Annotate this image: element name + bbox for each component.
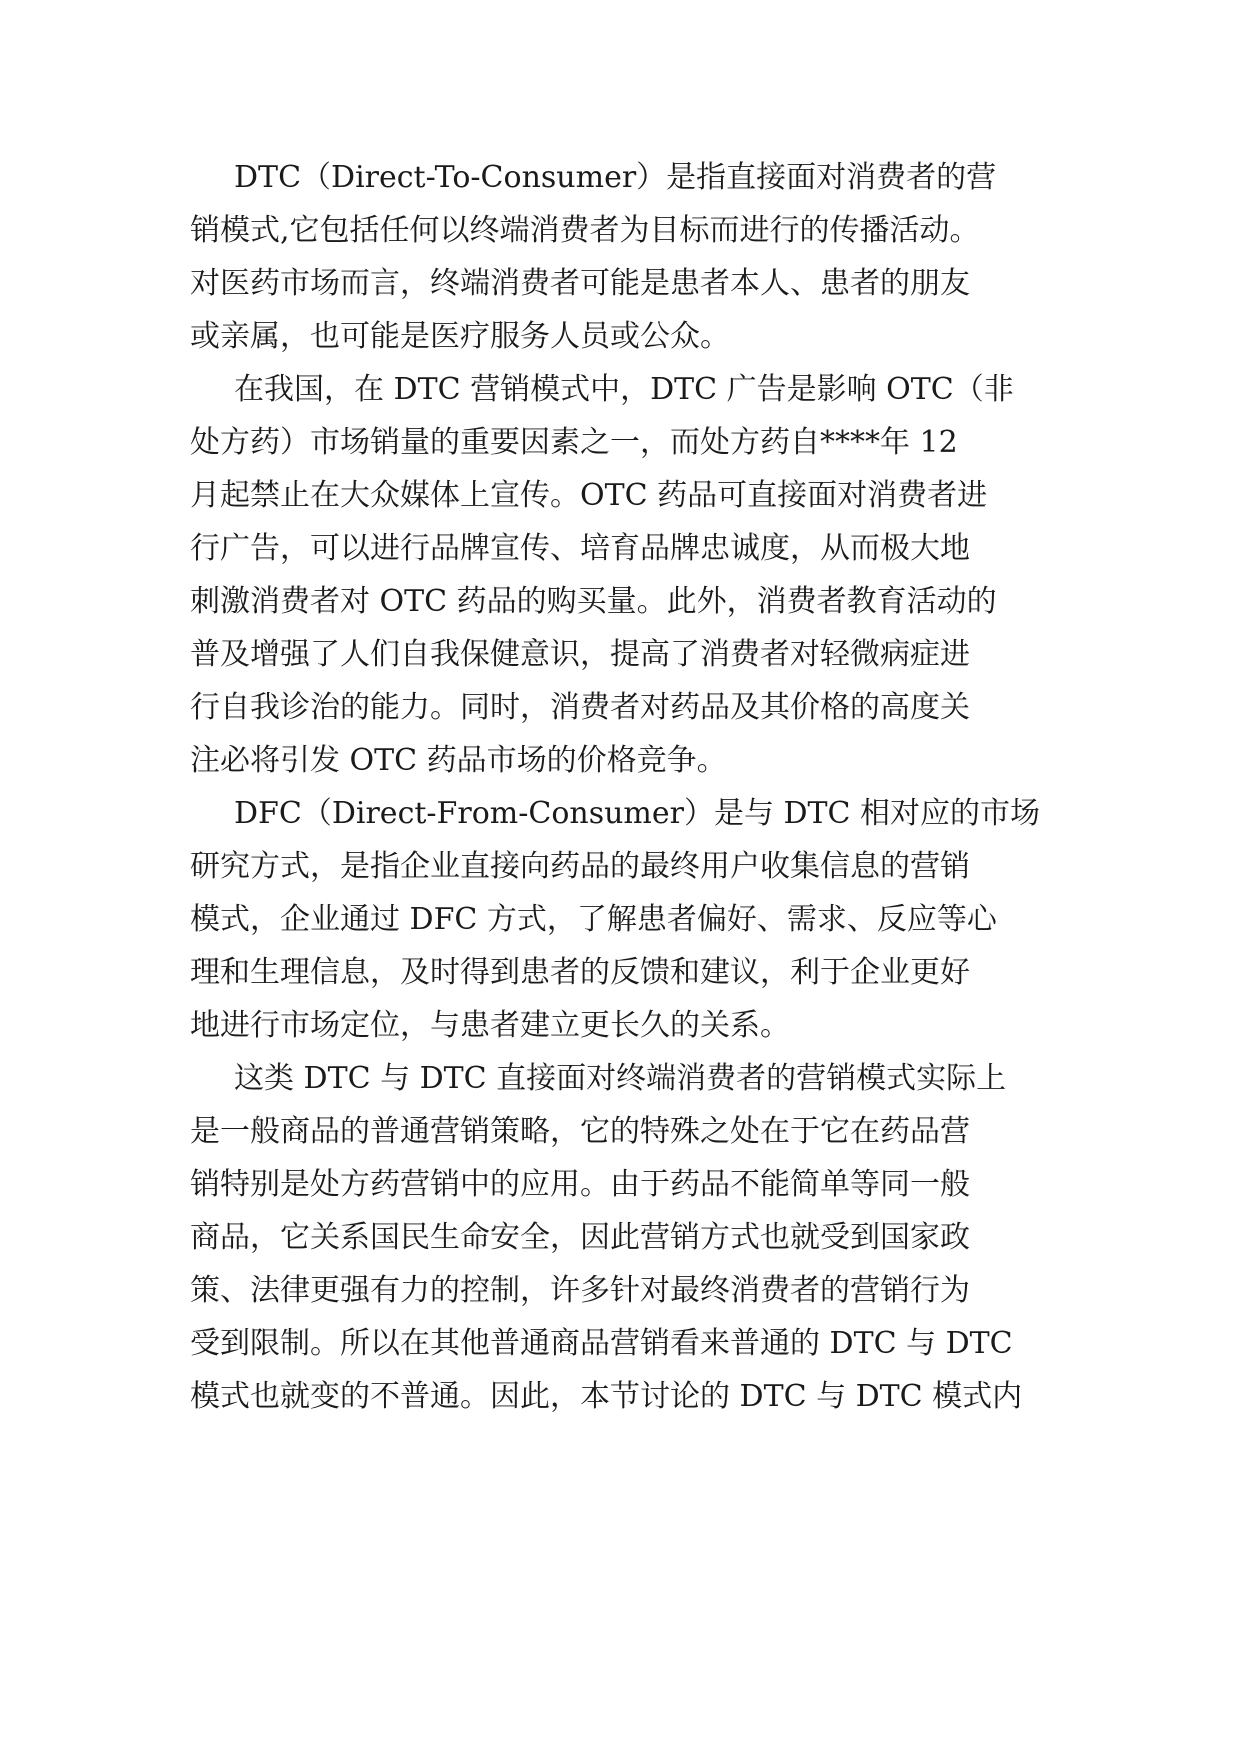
paragraph-2-line-3: 月起禁止在大众媒体上宣传。OTC 药品可直接面对消费者进	[190, 478, 988, 513]
paragraph-4-line-2: 是一般商品的普通营销策略，它的特殊之处在于它在药品营	[190, 1114, 970, 1149]
paragraph-4-line-3: 销特别是处方药营销中的应用。由于药品不能简单等同一般	[190, 1167, 970, 1202]
paragraph-3-line-1: DFC（Direct-From-Consumer）是与 DTC 相对应的市场	[234, 796, 1041, 831]
paragraph-4-line-5: 策、法律更强有力的控制，许多针对最终消费者的营销行为	[190, 1273, 970, 1308]
paragraph-1-line-1: DTC（Direct-To-Consumer）是指直接面对消费者的营	[234, 160, 997, 195]
paragraph-1-line-4: 或亲属，也可能是医疗服务人员或公众。	[190, 319, 730, 354]
paragraph-2-line-2: 处方药）市场销量的重要因素之一，而处方药自****年 12	[190, 425, 958, 460]
paragraph-4-line-7: 模式也就变的不普通。因此，本节讨论的 DTC 与 DTC 模式内	[190, 1379, 1023, 1414]
paragraph-2-line-7: 行自我诊治的能力。同时，消费者对药品及其价格的高度关	[190, 690, 970, 725]
paragraph-4-line-6: 受到限制。所以在其他普通商品营销看来普通的 DTC 与 DTC	[190, 1326, 1013, 1361]
paragraph-2-line-5: 刺激消费者对 OTC 药品的购买量。此外，消费者教育活动的	[190, 584, 997, 619]
paragraph-2-line-6: 普及增强了人们自我保健意识，提高了消费者对轻微病症进	[190, 637, 970, 672]
paragraph-4-line-1: 这类 DTC 与 DTC 直接面对终端消费者的营销模式实际上	[234, 1061, 1007, 1096]
paragraph-2-line-1: 在我国，在 DTC 营销模式中，DTC 广告是影响 OTC（非	[234, 372, 1014, 407]
paragraph-3-line-5: 地进行市场定位，与患者建立更长久的关系。	[190, 1008, 790, 1043]
paragraph-1-line-3: 对医药市场而言，终端消费者可能是患者本人、患者的朋友	[190, 266, 970, 301]
paragraph-3-line-2: 研究方式，是指企业直接向药品的最终用户收集信息的营销	[190, 849, 970, 884]
paragraph-4-line-4: 商品，它关系国民生命安全，因此营销方式也就受到国家政	[190, 1220, 970, 1255]
paragraph-2-line-4: 行广告，可以进行品牌宣传、培育品牌忠诚度，从而极大地	[190, 531, 970, 566]
paragraph-2-line-8: 注必将引发 OTC 药品市场的价格竞争。	[190, 743, 727, 778]
paragraph-1-line-2: 销模式,它包括任何以终端消费者为目标而进行的传播活动。	[190, 213, 980, 248]
paragraph-3-line-3: 模式，企业通过 DFC 方式，了解患者偏好、需求、反应等心	[190, 902, 997, 937]
paragraph-3-line-4: 理和生理信息，及时得到患者的反馈和建议，利于企业更好	[190, 955, 970, 990]
